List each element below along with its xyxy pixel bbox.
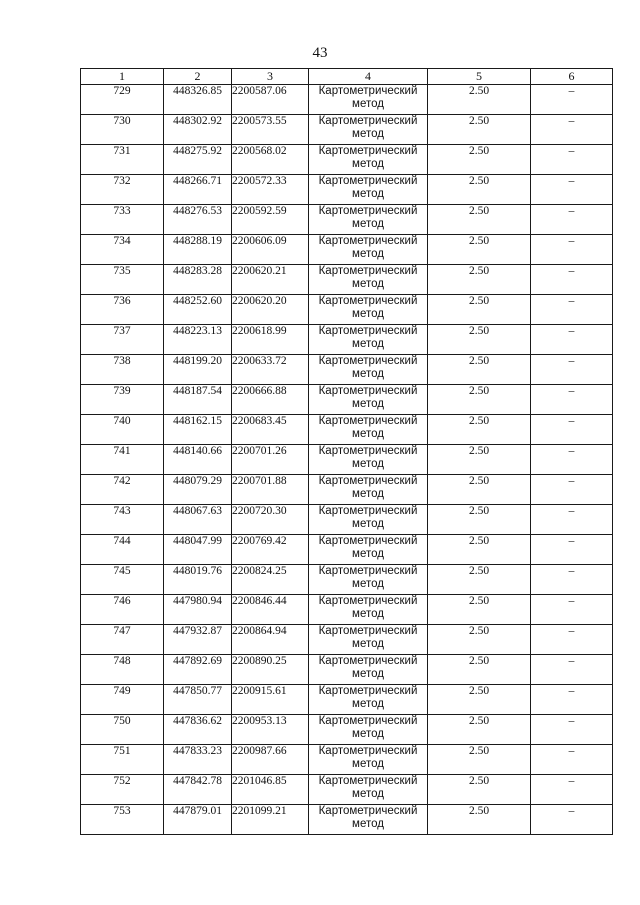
accuracy-cell: 2.50	[428, 325, 531, 355]
accuracy-cell: 2.50	[428, 535, 531, 565]
method-cell	[309, 805, 428, 835]
note-cell: –	[531, 325, 613, 355]
point-number-cell: 737	[81, 325, 164, 355]
note-cell: –	[531, 805, 613, 835]
coordinates-table	[80, 68, 613, 835]
method-cell	[309, 85, 428, 115]
method-cell	[309, 445, 428, 475]
y-coordinate-cell: 2200587.06	[232, 85, 309, 115]
point-number-cell: 740	[81, 415, 164, 445]
y-coordinate-cell: 2200620.20	[232, 295, 309, 325]
table-row	[81, 715, 613, 745]
point-number-cell: 729	[81, 85, 164, 115]
note-cell: –	[531, 295, 613, 325]
column-header: 3	[232, 69, 309, 85]
table-row	[81, 535, 613, 565]
x-coordinate-cell: 448199.20	[164, 355, 232, 385]
table-row	[81, 235, 613, 265]
table-row	[81, 265, 613, 295]
method-line-1: Картометрический	[318, 85, 418, 97]
y-coordinate-cell: 2200701.26	[232, 445, 309, 475]
method-line-2: метод	[352, 248, 384, 260]
method-cell	[309, 775, 428, 805]
method-cell	[309, 385, 428, 415]
point-number-cell: 749	[81, 685, 164, 715]
note-cell: –	[531, 205, 613, 235]
accuracy-cell: 2.50	[428, 355, 531, 385]
y-coordinate-cell: 2201046.85	[232, 775, 309, 805]
method-line-2: метод	[352, 308, 384, 320]
table-row	[81, 115, 613, 145]
x-coordinate-cell: 448140.66	[164, 445, 232, 475]
column-header: 5	[428, 69, 531, 85]
y-coordinate-cell: 2200769.42	[232, 535, 309, 565]
method-line-1: Картометрический	[318, 295, 418, 307]
method-line-1: Картометрический	[318, 775, 418, 787]
accuracy-cell: 2.50	[428, 445, 531, 475]
method-line-2: метод	[352, 338, 384, 350]
note-cell: –	[531, 235, 613, 265]
accuracy-cell: 2.50	[428, 625, 531, 655]
note-cell: –	[531, 445, 613, 475]
method-line-2: метод	[352, 278, 384, 290]
accuracy-cell: 2.50	[428, 565, 531, 595]
method-cell	[309, 355, 428, 385]
y-coordinate-cell: 2200846.44	[232, 595, 309, 625]
accuracy-cell: 2.50	[428, 685, 531, 715]
method-line-2: метод	[352, 428, 384, 440]
point-number-cell: 743	[81, 505, 164, 535]
x-coordinate-cell: 448079.29	[164, 475, 232, 505]
method-line-2: метод	[352, 758, 384, 770]
note-cell: –	[531, 625, 613, 655]
y-coordinate-cell: 2200618.99	[232, 325, 309, 355]
note-cell: –	[531, 565, 613, 595]
method-cell	[309, 505, 428, 535]
table-row	[81, 205, 613, 235]
accuracy-cell: 2.50	[428, 415, 531, 445]
x-coordinate-cell: 447842.78	[164, 775, 232, 805]
x-coordinate-cell: 447932.87	[164, 625, 232, 655]
x-coordinate-cell: 448266.71	[164, 175, 232, 205]
y-coordinate-cell: 2200633.72	[232, 355, 309, 385]
method-line-2: метод	[352, 518, 384, 530]
y-coordinate-cell: 2200592.59	[232, 205, 309, 235]
x-coordinate-cell: 448187.54	[164, 385, 232, 415]
note-cell: –	[531, 775, 613, 805]
column-header: 4	[309, 69, 428, 85]
method-line-1: Картометрический	[318, 355, 418, 367]
x-coordinate-cell: 448067.63	[164, 505, 232, 535]
method-line-1: Картометрический	[318, 805, 418, 817]
method-line-1: Картометрический	[318, 175, 418, 187]
table-row	[81, 565, 613, 595]
accuracy-cell: 2.50	[428, 265, 531, 295]
method-cell	[309, 235, 428, 265]
accuracy-cell: 2.50	[428, 745, 531, 775]
point-number-cell: 744	[81, 535, 164, 565]
table-row	[81, 745, 613, 775]
accuracy-cell: 2.50	[428, 775, 531, 805]
x-coordinate-cell: 448288.19	[164, 235, 232, 265]
note-cell: –	[531, 355, 613, 385]
method-line-1: Картометрический	[318, 325, 418, 337]
x-coordinate-cell: 448275.92	[164, 145, 232, 175]
accuracy-cell: 2.50	[428, 85, 531, 115]
method-line-2: метод	[352, 578, 384, 590]
page-number: 43	[312, 45, 328, 61]
y-coordinate-cell: 2200572.33	[232, 175, 309, 205]
table-row	[81, 85, 613, 115]
table-row	[81, 445, 613, 475]
header-row	[81, 69, 613, 85]
method-cell	[309, 295, 428, 325]
accuracy-cell: 2.50	[428, 475, 531, 505]
method-line-1: Картометрический	[318, 115, 418, 127]
method-line-2: метод	[352, 608, 384, 620]
table-row	[81, 415, 613, 445]
method-line-1: Картометрический	[318, 625, 418, 637]
x-coordinate-cell: 447850.77	[164, 685, 232, 715]
note-cell: –	[531, 505, 613, 535]
method-line-1: Картометрический	[318, 595, 418, 607]
table-row	[81, 655, 613, 685]
method-line-2: метод	[352, 98, 384, 110]
y-coordinate-cell: 2200890.25	[232, 655, 309, 685]
accuracy-cell: 2.50	[428, 805, 531, 835]
point-number-cell: 742	[81, 475, 164, 505]
x-coordinate-cell: 448302.92	[164, 115, 232, 145]
method-line-1: Картометрический	[318, 745, 418, 757]
point-number-cell: 738	[81, 355, 164, 385]
method-cell	[309, 685, 428, 715]
method-cell	[309, 565, 428, 595]
method-line-2: метод	[352, 818, 384, 830]
y-coordinate-cell: 2200915.61	[232, 685, 309, 715]
y-coordinate-cell: 2200864.94	[232, 625, 309, 655]
method-line-1: Картометрический	[318, 535, 418, 547]
method-cell	[309, 175, 428, 205]
table-row	[81, 505, 613, 535]
note-cell: –	[531, 475, 613, 505]
x-coordinate-cell: 448276.53	[164, 205, 232, 235]
method-cell	[309, 655, 428, 685]
x-coordinate-cell: 448252.60	[164, 295, 232, 325]
x-coordinate-cell: 447892.69	[164, 655, 232, 685]
accuracy-cell: 2.50	[428, 175, 531, 205]
table-row	[81, 385, 613, 415]
method-line-2: метод	[352, 728, 384, 740]
note-cell: –	[531, 535, 613, 565]
method-line-1: Картометрический	[318, 205, 418, 217]
table-row	[81, 175, 613, 205]
method-line-2: метод	[352, 368, 384, 380]
point-number-cell: 739	[81, 385, 164, 415]
point-number-cell: 734	[81, 235, 164, 265]
y-coordinate-cell: 2200620.21	[232, 265, 309, 295]
y-coordinate-cell: 2200953.13	[232, 715, 309, 745]
method-cell	[309, 745, 428, 775]
method-line-1: Картометрический	[318, 385, 418, 397]
x-coordinate-cell: 448326.85	[164, 85, 232, 115]
method-line-1: Картометрический	[318, 475, 418, 487]
table-body	[81, 85, 613, 835]
note-cell: –	[531, 655, 613, 685]
note-cell: –	[531, 415, 613, 445]
x-coordinate-cell: 448047.99	[164, 535, 232, 565]
x-coordinate-cell: 448223.13	[164, 325, 232, 355]
y-coordinate-cell: 2200701.88	[232, 475, 309, 505]
column-header: 1	[81, 69, 164, 85]
method-cell	[309, 595, 428, 625]
method-line-2: метод	[352, 698, 384, 710]
y-coordinate-cell: 2200683.45	[232, 415, 309, 445]
point-number-cell: 747	[81, 625, 164, 655]
method-cell	[309, 325, 428, 355]
point-number-cell: 748	[81, 655, 164, 685]
point-number-cell: 733	[81, 205, 164, 235]
accuracy-cell: 2.50	[428, 145, 531, 175]
method-line-2: метод	[352, 668, 384, 680]
table-row	[81, 325, 613, 355]
table-row	[81, 475, 613, 505]
column-header: 2	[164, 69, 232, 85]
x-coordinate-cell: 448162.15	[164, 415, 232, 445]
y-coordinate-cell: 2200606.09	[232, 235, 309, 265]
method-cell	[309, 115, 428, 145]
method-line-1: Картометрический	[318, 445, 418, 457]
table-row	[81, 595, 613, 625]
accuracy-cell: 2.50	[428, 655, 531, 685]
method-line-2: метод	[352, 488, 384, 500]
point-number-cell: 732	[81, 175, 164, 205]
y-coordinate-cell: 2201099.21	[232, 805, 309, 835]
method-line-2: метод	[352, 458, 384, 470]
note-cell: –	[531, 595, 613, 625]
table-row	[81, 145, 613, 175]
method-line-1: Картометрический	[318, 685, 418, 697]
table-row	[81, 775, 613, 805]
point-number-cell: 741	[81, 445, 164, 475]
point-number-cell: 753	[81, 805, 164, 835]
accuracy-cell: 2.50	[428, 595, 531, 625]
accuracy-cell: 2.50	[428, 115, 531, 145]
x-coordinate-cell: 448283.28	[164, 265, 232, 295]
note-cell: –	[531, 85, 613, 115]
point-number-cell: 735	[81, 265, 164, 295]
note-cell: –	[531, 115, 613, 145]
column-header: 6	[531, 69, 613, 85]
note-cell: –	[531, 385, 613, 415]
note-cell: –	[531, 745, 613, 775]
method-cell	[309, 715, 428, 745]
y-coordinate-cell: 2200720.30	[232, 505, 309, 535]
accuracy-cell: 2.50	[428, 295, 531, 325]
x-coordinate-cell: 447836.62	[164, 715, 232, 745]
table-row	[81, 805, 613, 835]
point-number-cell: 730	[81, 115, 164, 145]
note-cell: –	[531, 715, 613, 745]
method-line-1: Картометрический	[318, 715, 418, 727]
method-line-2: метод	[352, 638, 384, 650]
table-row	[81, 685, 613, 715]
y-coordinate-cell: 2200824.25	[232, 565, 309, 595]
table-row	[81, 355, 613, 385]
method-line-1: Картометрический	[318, 565, 418, 577]
point-number-cell: 746	[81, 595, 164, 625]
method-line-2: метод	[352, 788, 384, 800]
accuracy-cell: 2.50	[428, 235, 531, 265]
method-line-1: Картометрический	[318, 505, 418, 517]
point-number-cell: 752	[81, 775, 164, 805]
note-cell: –	[531, 145, 613, 175]
method-line-1: Картометрический	[318, 265, 418, 277]
method-cell	[309, 625, 428, 655]
method-line-2: метод	[352, 398, 384, 410]
x-coordinate-cell: 447980.94	[164, 595, 232, 625]
method-line-2: метод	[352, 218, 384, 230]
table-row	[81, 625, 613, 655]
method-cell	[309, 415, 428, 445]
method-cell	[309, 475, 428, 505]
x-coordinate-cell: 447833.23	[164, 745, 232, 775]
accuracy-cell: 2.50	[428, 385, 531, 415]
y-coordinate-cell: 2200568.02	[232, 145, 309, 175]
x-coordinate-cell: 447879.01	[164, 805, 232, 835]
point-number-cell: 750	[81, 715, 164, 745]
accuracy-cell: 2.50	[428, 505, 531, 535]
point-number-cell: 745	[81, 565, 164, 595]
point-number-cell: 751	[81, 745, 164, 775]
method-line-1: Картометрический	[318, 415, 418, 427]
method-line-2: метод	[352, 158, 384, 170]
point-number-cell: 731	[81, 145, 164, 175]
method-line-1: Картометрический	[318, 655, 418, 667]
method-line-1: Картометрический	[318, 145, 418, 157]
y-coordinate-cell: 2200987.66	[232, 745, 309, 775]
method-line-2: метод	[352, 188, 384, 200]
table-row	[81, 295, 613, 325]
method-cell	[309, 145, 428, 175]
method-cell	[309, 535, 428, 565]
y-coordinate-cell: 2200573.55	[232, 115, 309, 145]
accuracy-cell: 2.50	[428, 715, 531, 745]
y-coordinate-cell: 2200666.88	[232, 385, 309, 415]
point-number-cell: 736	[81, 295, 164, 325]
x-coordinate-cell: 448019.76	[164, 565, 232, 595]
accuracy-cell: 2.50	[428, 205, 531, 235]
method-cell	[309, 265, 428, 295]
note-cell: –	[531, 685, 613, 715]
note-cell: –	[531, 175, 613, 205]
method-line-2: метод	[352, 548, 384, 560]
method-cell	[309, 205, 428, 235]
method-line-1: Картометрический	[318, 235, 418, 247]
method-line-2: метод	[352, 128, 384, 140]
note-cell: –	[531, 265, 613, 295]
